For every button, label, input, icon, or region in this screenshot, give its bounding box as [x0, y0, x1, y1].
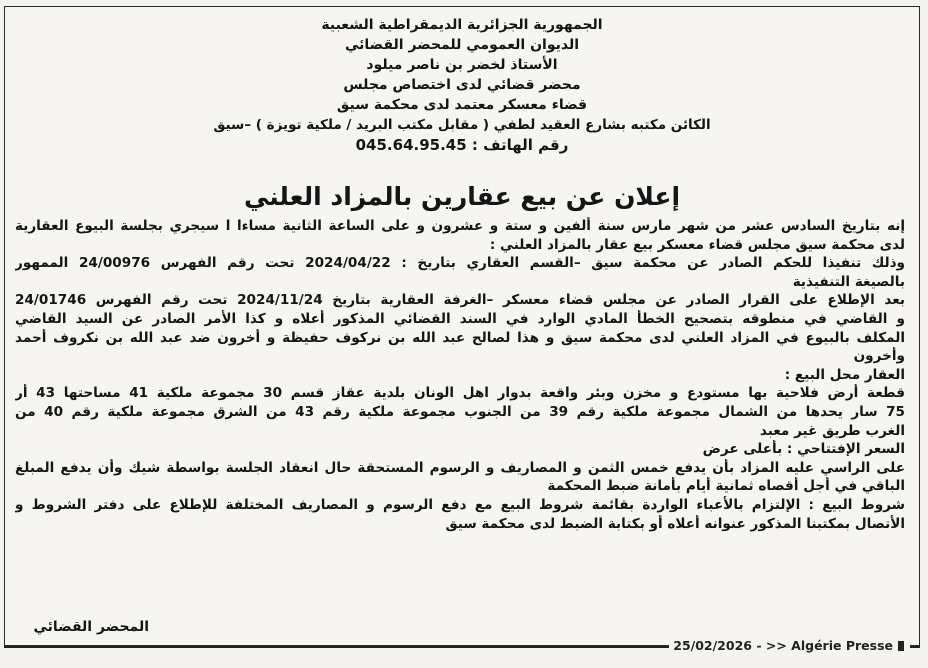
- body-line: على الراسي عليه المزاد بأن يدفع خمس الثمن و المصاريف و الرسوم المستحقة حال انعقاد الجلسة بواسطة شيك وأن يدفع المبلغ: [15, 459, 905, 476]
- body-line: الغرب طريق غير معبد: [759, 422, 905, 439]
- bailiff-signature: المحضر القضائي: [33, 619, 149, 635]
- header-line-republic: الجمهورية الجزائرية الديمقراطية الشعبية: [321, 17, 603, 33]
- header-line-office: الديوان العمومي للمحضر القضائي: [344, 37, 580, 53]
- body-line-property-heading: العقار محل البيع :: [784, 366, 905, 383]
- body-line: و القاضي في منطوقه بتصحيح الخطأ المادي الوارد في السند القضائي المذكور أعلاه و كذا الأمر الصادر عن السيد القاضي: [15, 310, 905, 327]
- header-line-address: الكائن مكتبه بشارع العقيد لطفي ( مقابل مكتب البريد / ملكية تويزة ) –سيق: [213, 117, 711, 133]
- body-line: قطعة أرض فلاحية بها مستودع و مخزن وبئر واقعة بدوار اهل الونان بلدية عقاز قسم 30 مجموعة ملكية 41 مساحتها 43 أر: [15, 385, 905, 402]
- body-line: بالصيغة التنفيذية: [792, 273, 905, 290]
- body-line: وأخرون: [853, 348, 905, 365]
- header-line-phone: رقم الهاتف : 045.64.95.45: [355, 136, 569, 154]
- body-line-opening-price: السعر الإفتتاحي : بأعلى عرض: [702, 441, 905, 458]
- body-line: 75 سار يحدها من الشمال مجموعة ملكية رقم 39 من الجنوب مجموعة ملكية رقم 43 من الشرق مجموعة ملكية رقم 40 من: [15, 403, 905, 420]
- header-line-jurisdiction: محضر قضائي لدى اختصاص مجلس: [343, 77, 581, 93]
- body-line: لدى محكمة سيق مجلس قضاء معسكر بيع عقار بالمزاد العلني :: [489, 236, 905, 253]
- body-line: الباقي في أجل أقصاه ثمانية أيام بأمانة ضبط المحكمة: [547, 478, 905, 495]
- notice-header: [5, 15, 919, 155]
- notice-title: إعلان عن بيع عقارين بالمزاد العلني: [243, 182, 681, 211]
- header-line-bailiff-name: الأستاذ لخضر بن ناصر ميلود: [366, 57, 558, 73]
- footer-caption-wrap: [669, 638, 910, 654]
- footer-caption: 25/02/2026 - >> Algérie Presse: [673, 638, 893, 653]
- body-line: إنه بتاريخ السادس عشر من شهر مارس سنة ألفين و ستة و عشرون و على الساعة الثانية مساءا ا سيجري بجلسة البيوع العقارية: [15, 218, 905, 234]
- notice-frame: [4, 6, 920, 646]
- notice-body: [15, 217, 905, 533]
- body-line: الأتصال بمكتبنا المذكور عنوانه أعلاه أو بكتابة الضبط لدى محكمة سيق: [445, 515, 905, 532]
- body-line: المكلف بالبيوع في المزاد العلني لدى محكمة سيق و هذا لصالح عبد الله بن نركوف حفيظة و أخرون ضد عبد الله بن نكروف أحمد: [15, 329, 905, 346]
- footer-end-mark: [898, 641, 904, 651]
- header-line-court: قضاء معسكر معتمد لدى محكمة سيق: [336, 97, 588, 113]
- body-line: بعد الإطلاع على القرار الصادر عن مجلس قضاء معسكر –الغرفة العقارية بتاريخ 2024/11/24 تحت رقم الفهرس 24/01746: [15, 292, 905, 309]
- body-line: وذلك تنفيذا للحكم الصادر عن محكمة سيق –القسم العقاري بتاريخ : 2024/04/22 تحت رقم الفهرس 24/00976 الممهور: [15, 255, 905, 272]
- footer-bar: [4, 638, 920, 654]
- body-line-sale-conditions: شروط البيع : الإلتزام بالأعباء الواردة بقائمة شروط البيع مع دفع الرسوم و المصاريف المختلفة للإطلاع على دفتر الشروط و: [15, 496, 905, 513]
